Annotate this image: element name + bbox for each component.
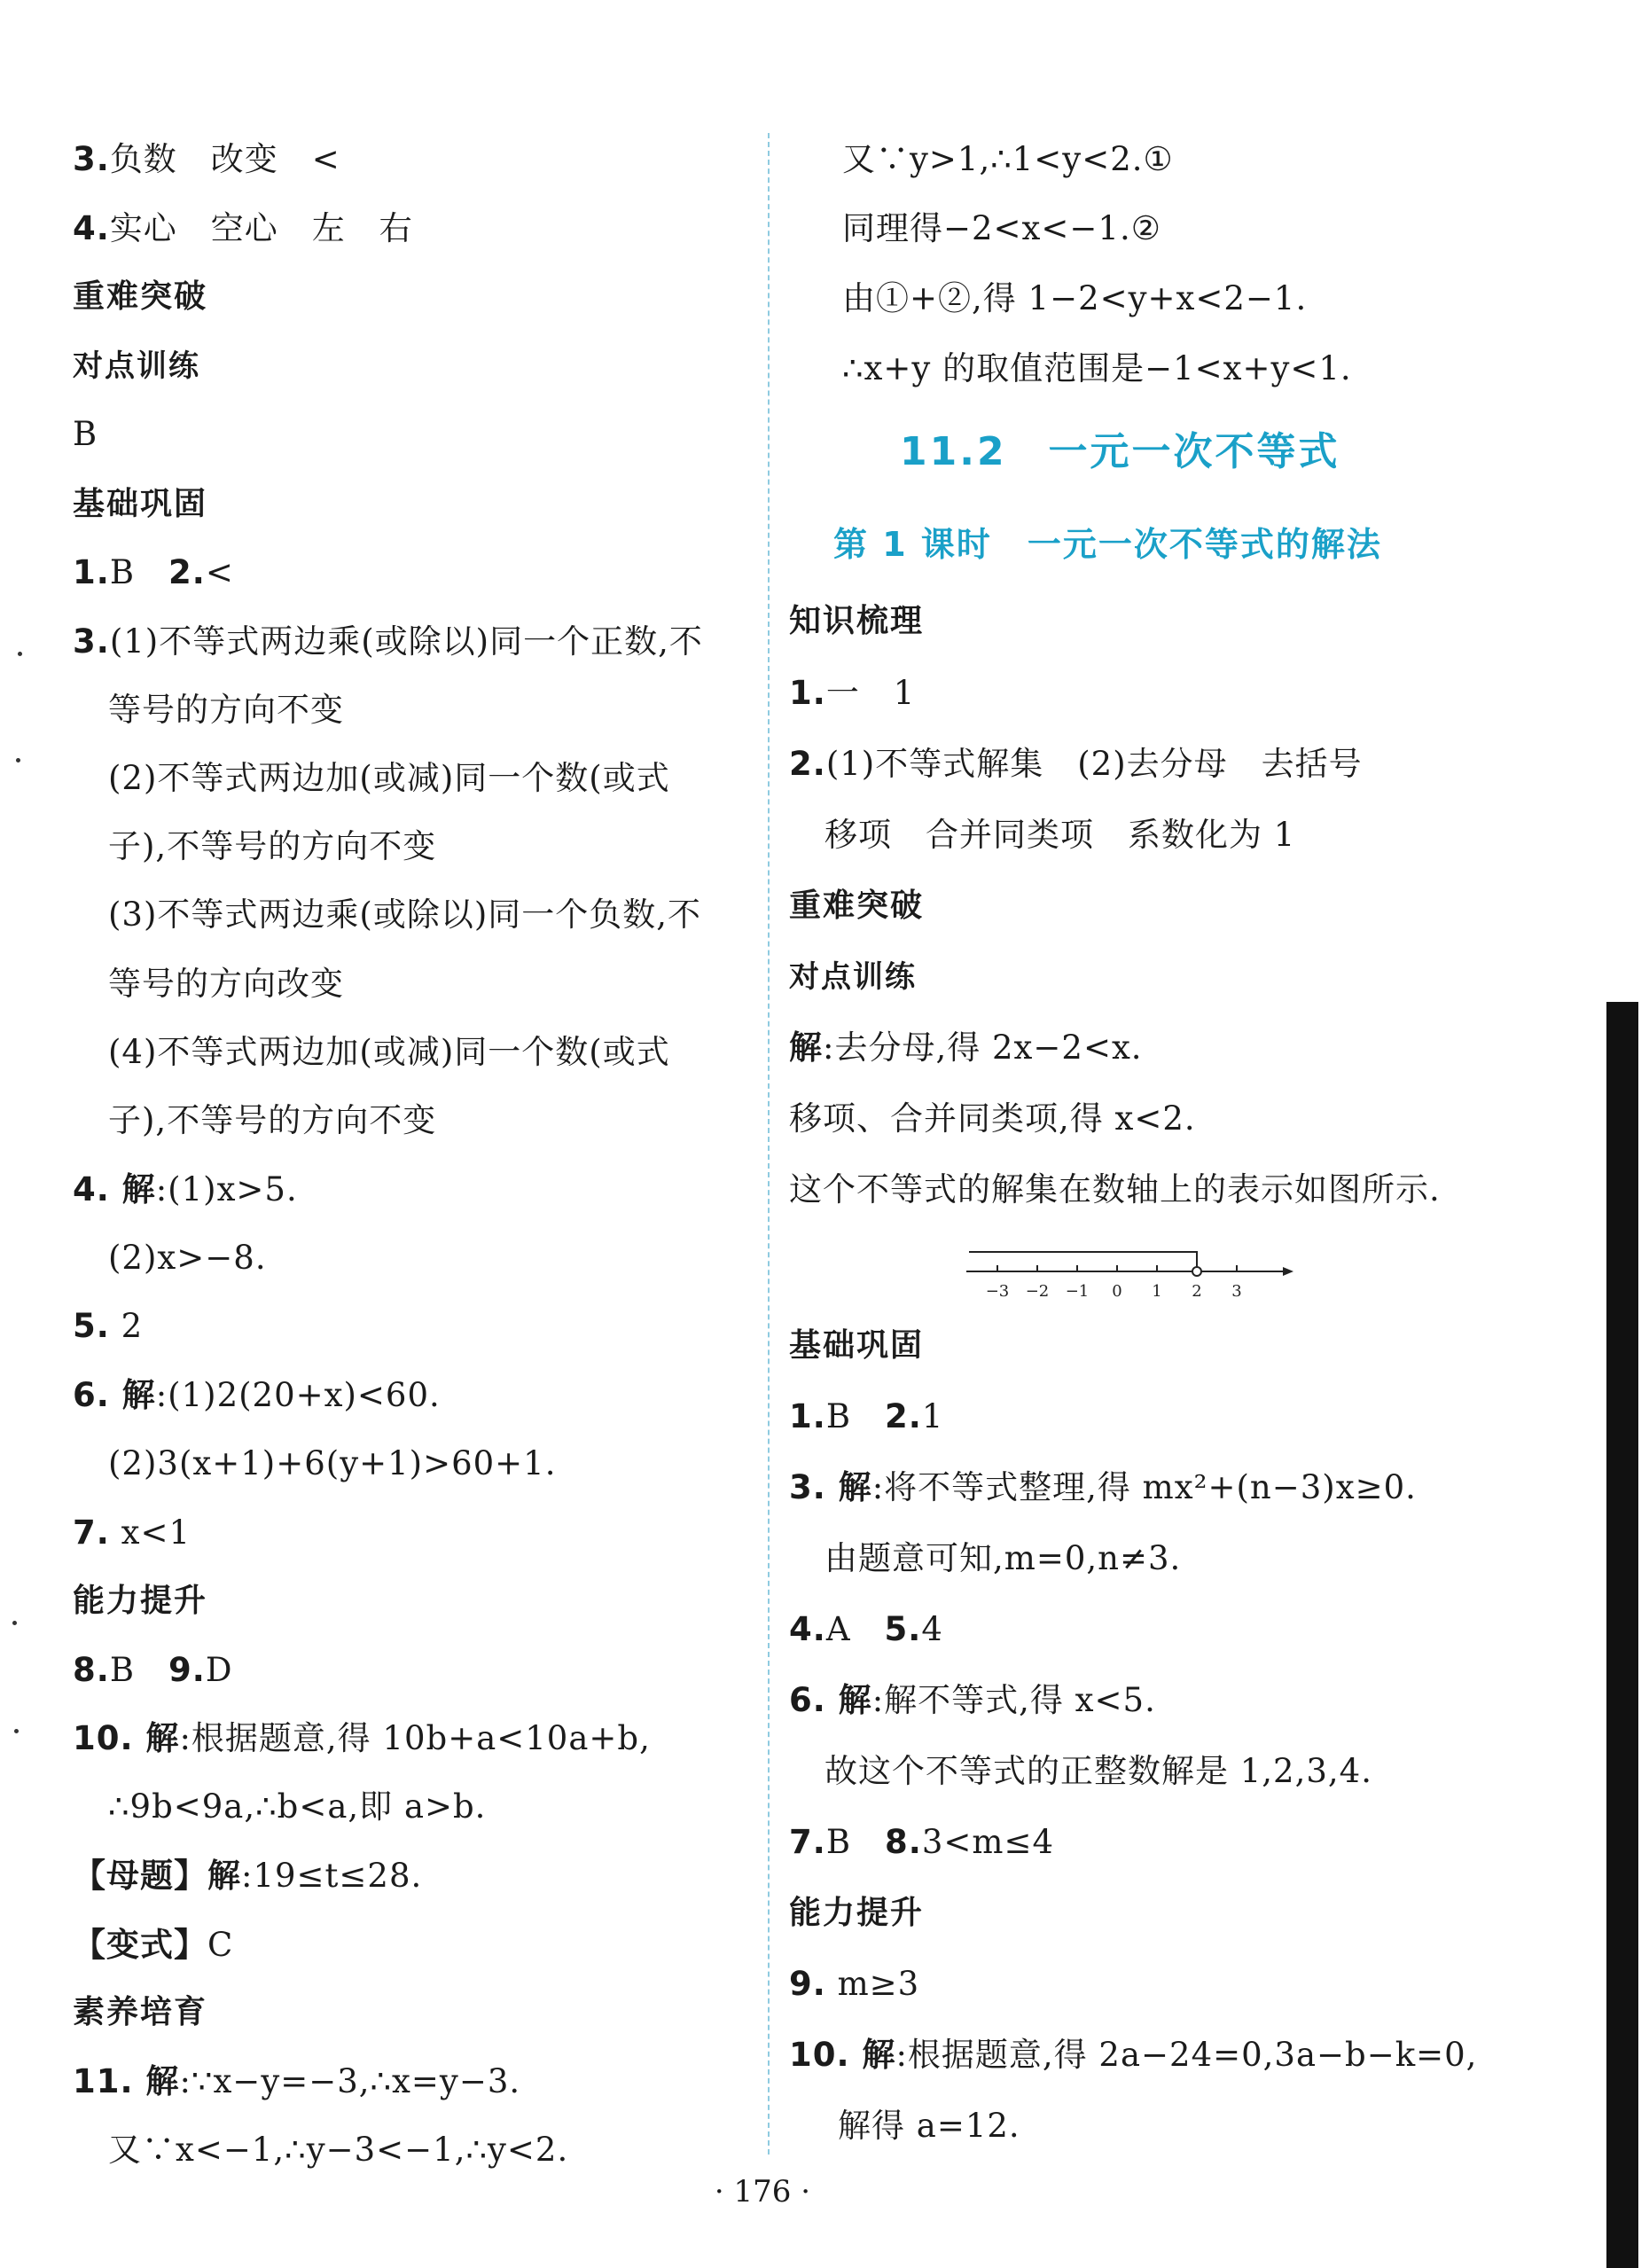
answer-line: 由题意可知,m=0,n≠3. [824,1539,1182,1577]
answer-line: 【变式】C [73,1926,234,1964]
heading-jichu: 基础巩固 [73,486,208,522]
heading-jichu-right: 基础巩固 [789,1327,925,1364]
number-line-tick-label: 3 [1231,1282,1242,1301]
answer-line: (2)x>−8. [108,1239,267,1277]
answer-line: 1.B 2.< [73,553,234,591]
scan-speck [14,1729,19,1733]
answer-line: 移项、合并同类项,得 x<2. [789,1099,1196,1138]
section-title: 11.2 一元一次不等式 [900,429,1340,474]
answer-line: (2)不等式两边加(或减)同一个数(或式 [108,759,670,797]
scan-speck [16,758,20,763]
answer-line: 故这个不等式的正整数解是 1,2,3,4. [824,1752,1372,1790]
answer-line: ∴9b<9a,∴b<a,即 a>b. [108,1787,487,1826]
answer-line: 8.B 9.D [73,1651,233,1689]
answer-line: 子),不等号的方向不变 [108,827,437,865]
answer-line: 又∵y>1,∴1<y<2.① [842,140,1174,178]
column-divider [768,133,770,2155]
answer-line: (3)不等式两边乘(或除以)同一个负数,不 [108,895,702,934]
heading-zhongnan: 重难突破 [73,278,208,315]
answer-line: 6. 解:解不等式,得 x<5. [789,1681,1156,1719]
answer-line: 9. m≥3 [789,1965,920,2003]
answer-line: (4)不等式两边加(或减)同一个数(或式 [108,1033,670,1071]
heading-duidian: 对点训练 [73,348,200,384]
scan-edge-shadow [1606,1002,1638,2268]
heading-suyang: 素养培育 [73,1994,208,2030]
heading-zhishi: 知识梳理 [789,603,925,639]
answer-line: 7. x<1 [73,1513,191,1552]
answer-line: 同理得−2<x<−1.② [842,209,1161,247]
heading-zhongnan-right: 重难突破 [789,888,925,924]
answer-line: 11. 解:∵x−y=−3,∴x=y−3. [73,2062,521,2100]
answer-line: 1.B 2.1 [789,1397,944,1435]
page-number: · 176 · [714,2174,811,2209]
number-line-tick-label: −2 [1025,1282,1050,1301]
heading-nengli-right: 能力提升 [789,1895,925,1931]
scan-speck [12,1621,17,1625]
number-line-arrow [1283,1267,1293,1276]
answer-line: 解得 a=12. [838,2107,1020,2145]
answer-line: B [73,415,98,453]
answer-line: 又∵x<−1,∴y−3<−1,∴y<2. [108,2131,569,2169]
solution-range-bracket [969,1252,1197,1267]
heading-duidian-right: 对点训练 [789,959,917,995]
lesson-title: 第 1 课时 一元一次不等式的解法 [833,525,1382,564]
number-line-figure [962,1232,1299,1303]
number-line-tick-label: −3 [985,1282,1010,1301]
heading-nengli: 能力提升 [73,1583,208,1619]
answer-line: 3. 解:将不等式整理,得 mx²+(n−3)x≥0. [789,1468,1417,1506]
number-line-tick-label: 1 [1152,1282,1162,1301]
answer-line: 10. 解:根据题意,得 10b+a<10a+b, [73,1719,651,1757]
answer-line: 5. 2 [73,1307,144,1345]
number-line-tick-label: 0 [1112,1282,1122,1301]
answer-line: 【母题】解:19≤t≤28. [73,1857,423,1895]
number-line-tick-label: −1 [1065,1282,1090,1301]
answer-line: 由①+②,得 1−2<y+x<2−1. [842,279,1308,317]
answer-line: (2)3(x+1)+6(y+1)>60+1. [108,1444,557,1482]
answer-line: 4.A 5.4 [789,1610,943,1648]
answer-line: 等号的方向改变 [108,965,344,1003]
answer-line: 这个不等式的解集在数轴上的表示如图所示. [789,1170,1441,1208]
answer-line: 3.(1)不等式两边乘(或除以)同一个正数,不 [73,622,703,661]
answer-line: 2.(1)不等式解集 (2)去分母 去括号 [789,745,1363,783]
scan-speck [18,652,22,656]
answer-line: 7.B 8.3<m≤4 [789,1823,1054,1861]
answer-line: 6. 解:(1)2(20+x)<60. [73,1376,441,1414]
answer-line: 10. 解:根据题意,得 2a−24=0,3a−b−k=0, [789,2036,1478,2074]
answer-line: 3.负数 改变 < [73,140,340,178]
answer-line: 解:去分母,得 2x−2<x. [789,1028,1143,1067]
answer-line: ∴x+y 的取值范围是−1<x+y<1. [842,349,1352,387]
answer-line: 1.一 1 [789,674,916,712]
answer-line: 子),不等号的方向不变 [108,1101,437,1139]
answer-line: 等号的方向不变 [108,691,344,729]
answer-line: 4.实心 空心 左 右 [73,209,413,247]
answer-line: 4. 解:(1)x>5. [73,1170,298,1208]
answer-line: 移项 合并同类项 系数化为 1 [824,816,1296,854]
number-line-tick-label: 2 [1192,1282,1202,1301]
open-boundary-point [1192,1267,1201,1276]
